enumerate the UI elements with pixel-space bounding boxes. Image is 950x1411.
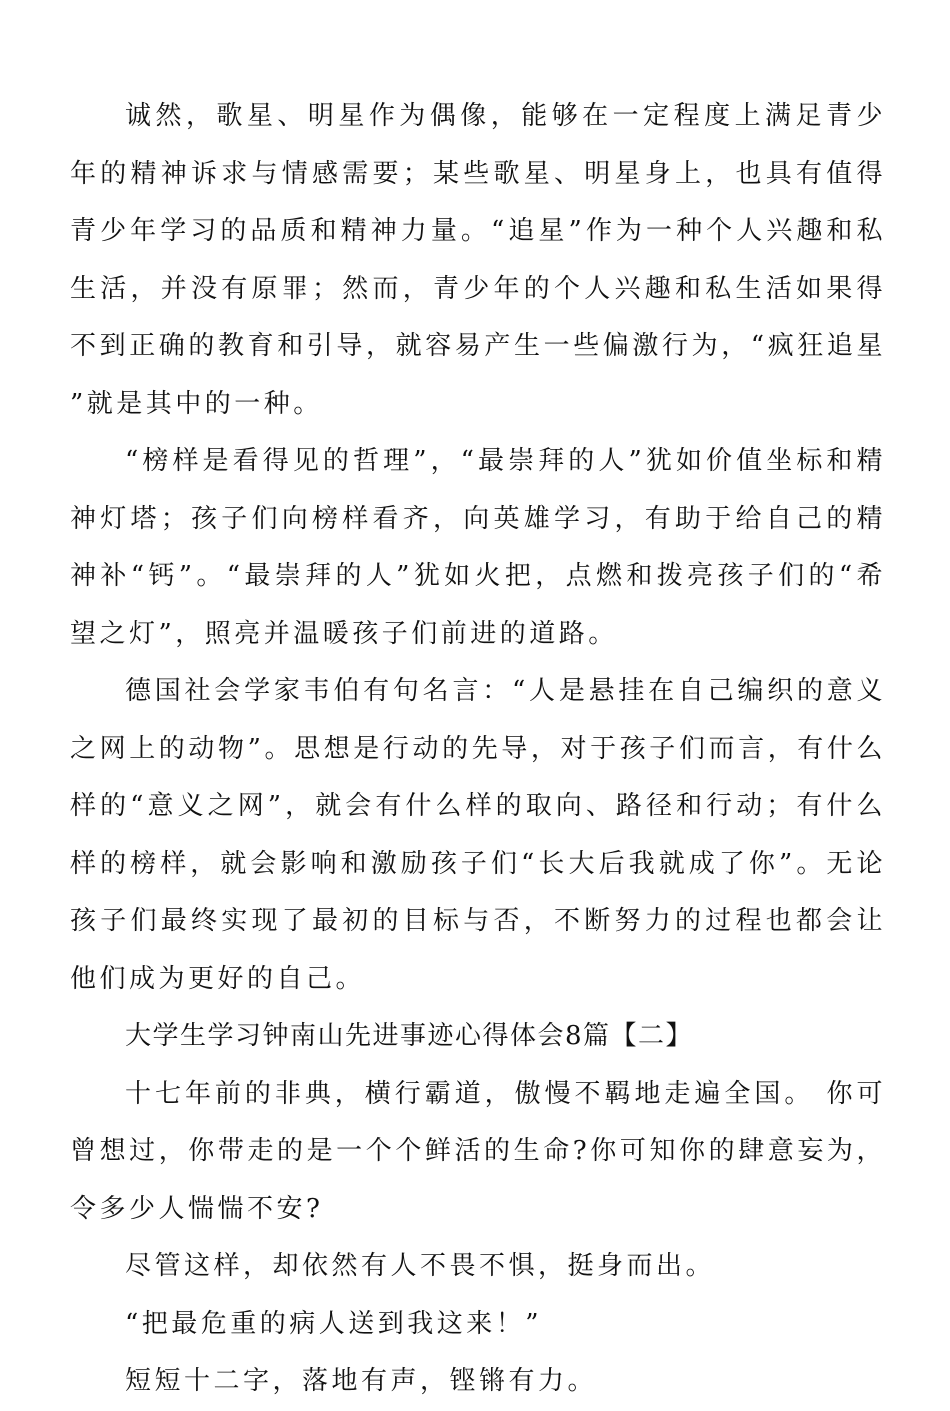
- document-body: [70, 88, 886, 1411]
- paragraph-idol-worship: 诚然，歌星、明星作为偶像，能够在一定程度上满足青少年的精神诉求与情感需要；某些歌星、明星身上，也具有值得青少年学习的品质和精神力量。“追星”作为一种个人兴趣和私生活，并没有原罪；然而，青少年的个人兴趣和私生活如果得不到正确的教育和引导，就容易产生一些偏激行为，“疯狂追星”就是其中的一种。: [70, 101, 886, 419]
- paragraph-quote: “把最危重的病人送到我这来！”: [125, 1308, 543, 1339]
- paragraph-weber-quote: 德国社会学家韦伯有句名言：“人是悬挂在自己编织的意义之网上的动物”。思想是行动的先导，对于孩子们而言，有什么样的“意义之网”，就会有什么样的取向、路径和行动；有什么样的榜样，就会影响和激励孩子们“长大后我就成了你”。无论孩子们最终实现了最初的目标与否，不断努力的过程也都会让他们成为更好的自己。: [70, 676, 886, 994]
- paragraph-step-forward: 尽管这样，却依然有人不畏不惧，挺身而出。: [125, 1251, 716, 1281]
- section-heading: 大学生学习钟南山先进事迹心得体会8篇【二】: [125, 1021, 694, 1051]
- paragraph-role-model: “榜样是看得见的哲理”，“最崇拜的人”犹如价值坐标和精神灯塔；孩子们向榜样看齐，向英雄学习，有助于给自己的精神补“钙”。“最崇拜的人”犹如火把，点燃和拨亮孩子们的“希望之灯”，照亮并温暖孩子们前进的道路。: [70, 446, 886, 649]
- paragraph-sars: 十七年前的非典，横行霸道，傲慢不羁地走遍全国。 你可曾想过，你带走的是一个个鲜活的生命?你可知你的肆意妄为，令多少人惴惴不安?: [70, 1078, 886, 1224]
- paragraph-twelve-words: 短短十二字，落地有声，铿锵有力。: [125, 1366, 598, 1396]
